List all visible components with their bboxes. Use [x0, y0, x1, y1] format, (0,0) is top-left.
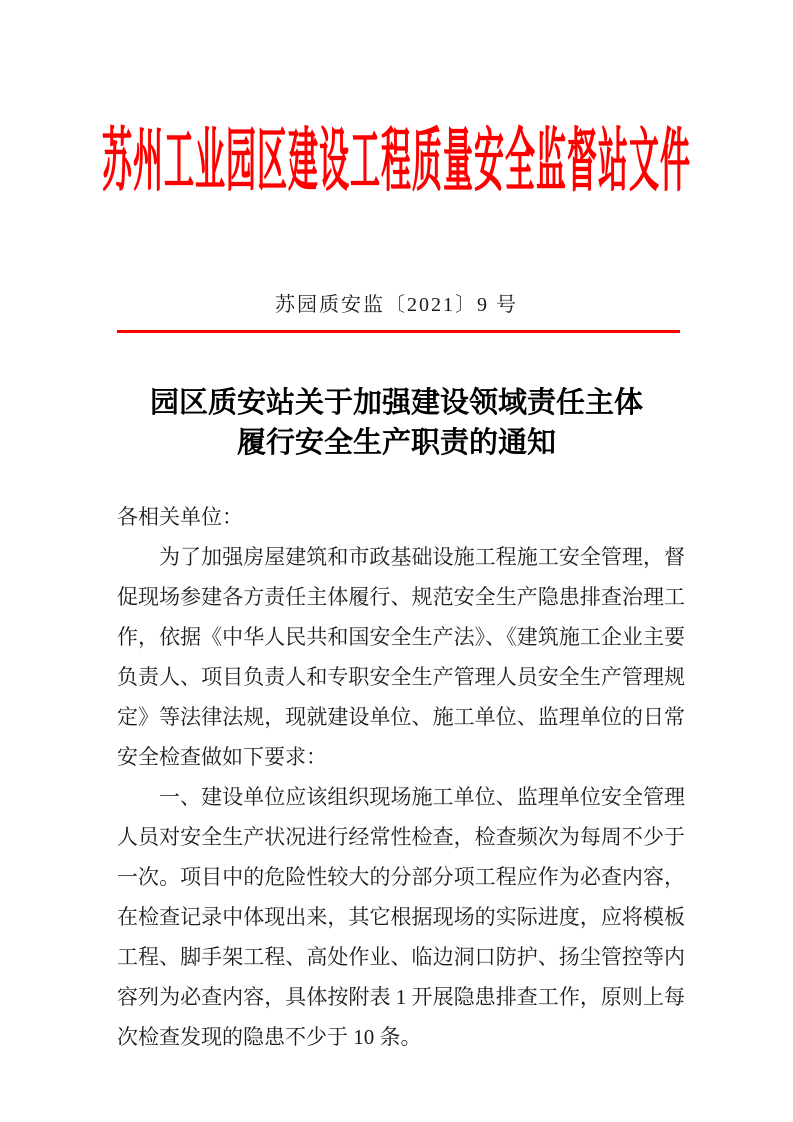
salutation: 各相关单位： — [117, 505, 243, 529]
red-divider-rule — [117, 330, 680, 333]
notice-title — [0, 383, 793, 463]
notice-body — [117, 497, 685, 1057]
document-number: 苏园质安监〔2021〕9 号 — [275, 294, 518, 316]
notice-title-line2: 履行安全生产职责的通知 — [236, 427, 556, 459]
body-paragraph: 为了加强房屋建筑和市政基础设施工程施工安全管理，督促现场参建各方责任主体履行、规范安全生产隐患排查治理工作，依据《中华人民共和国安全生产法》、《建筑施工企业主要负责人、项目负责人和专职安全生产管理人员安全生产管理规定》等法律法规，现就建设单位、施工单位、监理单位的日常安全检查做如下要求： — [117, 545, 685, 769]
letterhead-banner — [0, 118, 793, 200]
letterhead-title: 苏州工业园区建设工程质量安全监督站文件 — [102, 124, 691, 200]
notice-title-line1: 园区质安站关于加强建设领域责任主体 — [149, 387, 643, 419]
body-paragraph: 一、建设单位应该组织现场施工单位、监理单位安全管理人员对安全生产状况进行经常性检查，检查频次为每周不少于一次。项目中的危险性较大的分部分项工程应作为必查内容，在检查记录中体现出来，其它根据现场的实际进度，应将模板工程、脚手架工程、高处作业、临边洞口防护、扬尘管控等内容列为必查内容，具体按附表 1 开展隐患排查工作，原则上每次检查发现的隐患不少于 10 条。 — [117, 785, 685, 1049]
